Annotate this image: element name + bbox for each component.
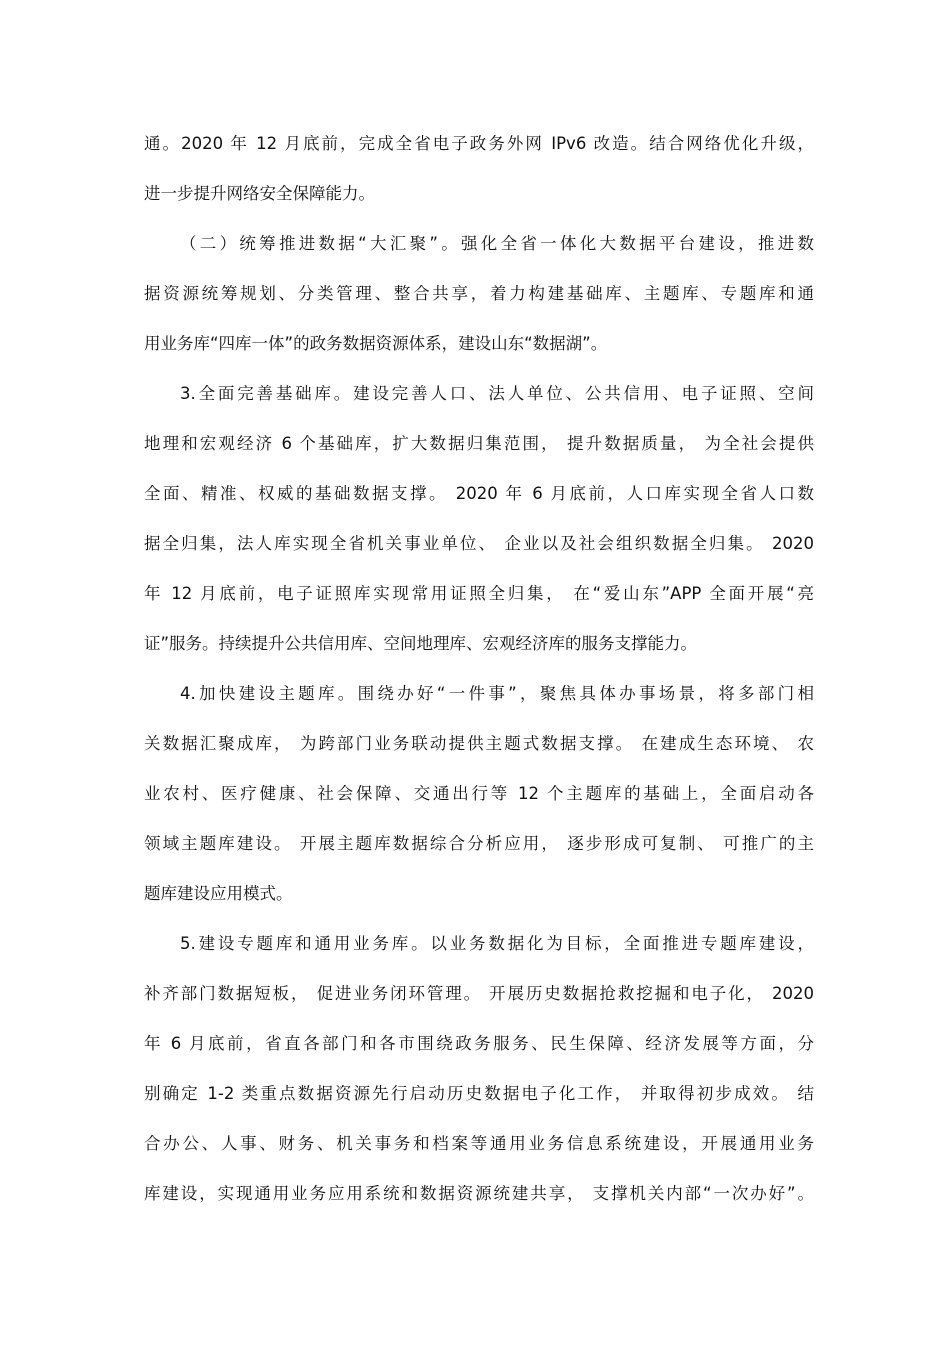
text-line: 合办公、人事、财务、机关事务和档案等通用业务信息系统建设，开展通用业务 [144, 1134, 814, 1153]
text-line: 年 12 月底前，电子证照库实现常用证照全归集， 在“爱山东”APP 全面开展“亮 [144, 584, 814, 603]
text-line: 别确定 1-2 类重点数据资源先行启动历史数据电子化工作， 并取得初步成效。 结 [144, 1084, 814, 1103]
text-line: 证”服务。持续提升公共信用库、空间地理库、宏观经济库的服务支撑能力。 [144, 634, 698, 653]
text-line: 题库建设应用模式。 [144, 884, 293, 903]
text-line: 通。2020 年 12 月底前，完成全省电子政务外网 IPv6 改造。结合网络优化升级， [144, 134, 814, 153]
text-line: 业农村、医疗健康、社会保障、交通出行等 12 个主题库的基础上，全面启动各 [144, 784, 814, 803]
section-heading-line: （二）统筹推进数据“大汇聚”。强化全省一体化大数据平台建设，推进数 [180, 234, 814, 253]
text-line: 领域主题库建设。 开展主题库数据综合分析应用， 逐步形成可复制、 可推广的主 [144, 834, 814, 853]
text-line: 年 6 月底前，省直各部门和各市围绕政务服务、民生保障、经济发展等方面，分 [144, 1034, 814, 1053]
text-line: 进一步提升网络安全保障能力。 [144, 184, 375, 203]
item-heading-line: 4.加快建设主题库。围绕办好“一件事”，聚焦具体办事场景，将多部门相 [180, 684, 814, 703]
text-line: 据资源统筹规划、分类管理、整合共享，着力构建基础库、主题库、专题库和通 [144, 284, 814, 303]
text-line: 关数据汇聚成库， 为跨部门业务联动提供主题式数据支撑。 在建成生态环境、 农 [144, 734, 814, 753]
item-heading-line: 3.全面完善基础库。建设完善人口、法人单位、公共信用、电子证照、空间 [180, 384, 814, 403]
text-line: 地理和宏观经济 6 个基础库，扩大数据归集范围， 提升数据质量， 为全社会提供 [144, 434, 814, 453]
text-line: 据全归集，法人库实现全省机关事业单位、 企业以及社会组织数据全归集。 2020 [144, 534, 814, 553]
text-line: 用业务库“四库一体”的政务数据资源体系，建设山东“数据湖”。 [144, 334, 608, 353]
text-line: 库建设，实现通用业务应用系统和数据资源统建共享， 支撑机关内部“一次办好”。 [144, 1184, 814, 1203]
text-line: 补齐部门数据短板， 促进业务闭环管理。 开展历史数据抢救挖掘和电子化， 2020 [144, 984, 814, 1003]
text-line: 全面、精准、权威的基础数据支撑。 2020 年 6 月底前，人口库实现全省人口数 [144, 484, 814, 503]
item-heading-line: 5.建设专题库和通用业务库。以业务数据化为目标，全面推进专题库建设， [180, 934, 814, 953]
